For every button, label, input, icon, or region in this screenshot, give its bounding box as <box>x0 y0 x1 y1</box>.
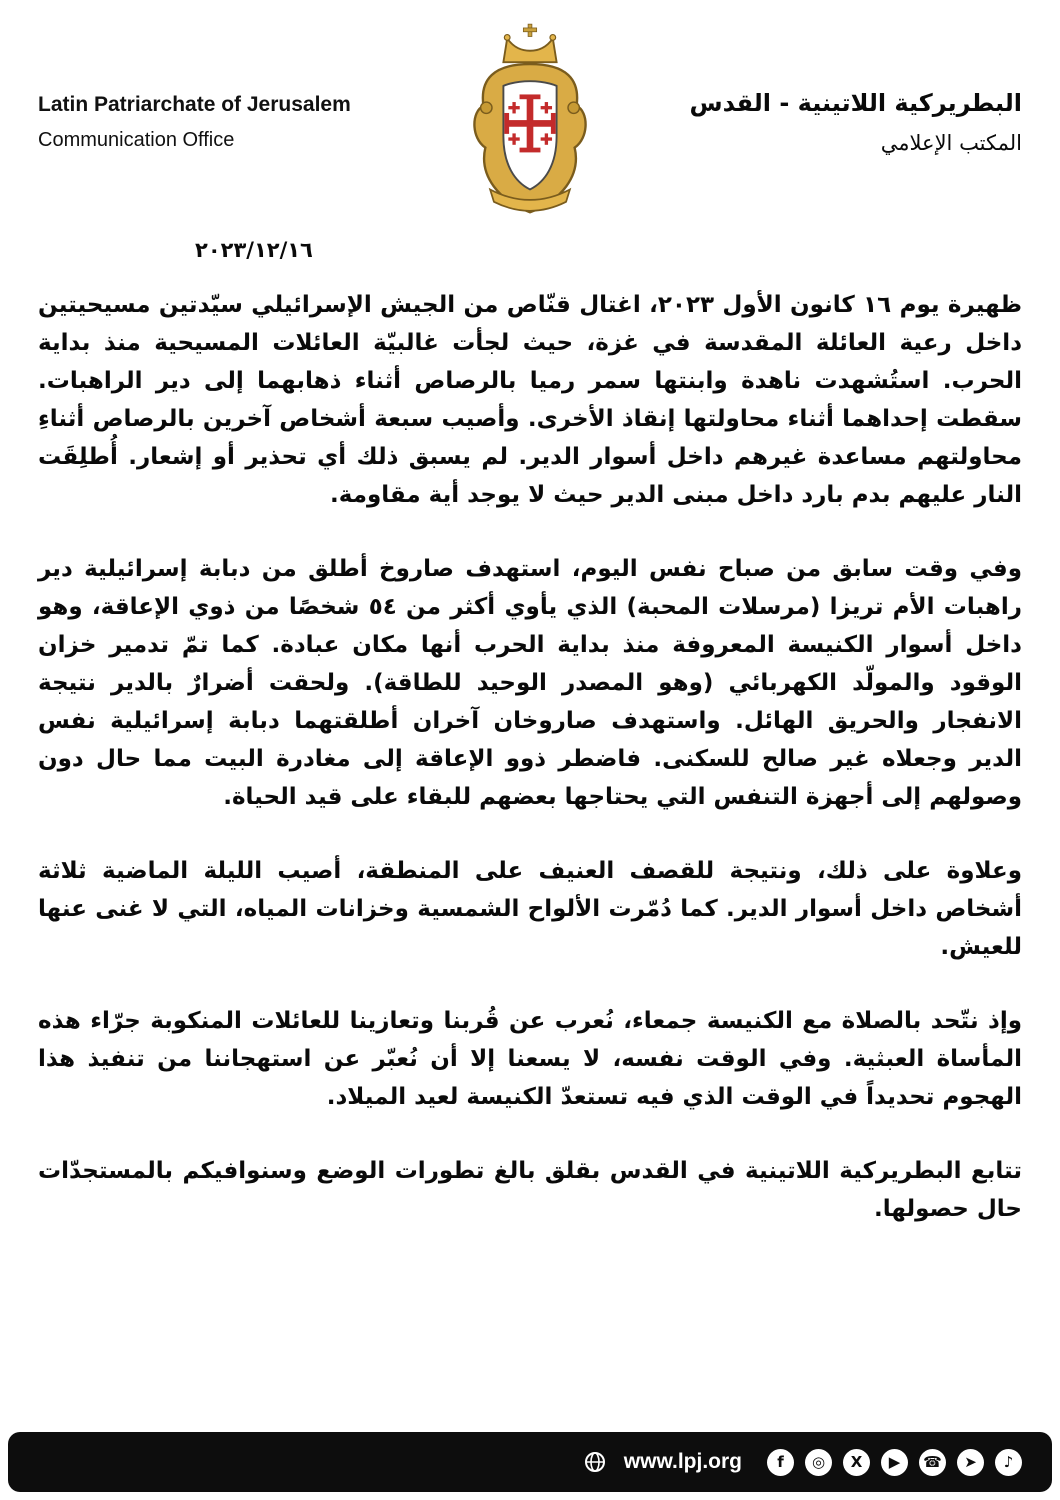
paragraph-2: وفي وقت سابق من صباح نفس اليوم، استهدف صاروخ أطلق من دبابة إسرائيلية دير راهبات الأم تريزا (مرسلات المحبة) الذي يأوي أكثر من ٥٤ شخصًا من ذوي الإعاقة، وهو داخل أسوار الكنيسة المعروفة منذ بداية الحرب أنها مكان عبادة. كما تمّ تدمير خزان الوقود والمولّد الكهربائي (وهو المصدر الوحيد للطاقة). ولحقت أضرارٌ بالدير نتيجة الانفجار والحريق الهائل. واستهدف صاروخان آخران أطلقتهما دبابة إسرائيلية نفس الدير وجعلاه غير صالح للسكنى. فاضطر ذوو الإعاقة إلى مغادرة البيت مما حال دون وصولهم إلى أجهزة التنفس التي يحتاجها بعضهم للبقاء على قيد الحياة. <box>38 556 1022 810</box>
document-date: ٢٠٢٣/١٢/١٦ <box>195 238 313 262</box>
office-name-arabic: المكتب الإعلامي <box>880 131 1022 155</box>
letterhead-arabic <box>620 89 1022 155</box>
tiktok-icon[interactable]: ♪ <box>995 1449 1022 1476</box>
office-name-english: Communication Office <box>38 128 235 151</box>
youtube-icon[interactable]: ▶ <box>881 1449 908 1476</box>
press-release-body <box>0 262 1060 1228</box>
patriarchate-crest-logo <box>440 22 620 222</box>
paragraph-3: وعلاوة على ذلك، ونتيجة للقصف العنيف على المنطقة، أصيب الليلة الماضية ثلاثة أشخاص داخل أسوار الدير. كما دُمّرت الألواح الشمسية وخزانات المياه، التي لا غنى عنها للعيش. <box>38 858 1022 960</box>
paragraph-5: تتابع البطريركية اللاتينية في القدس بقلق بالغ تطورات الوضع وسنوافيكم بالمستجدّات حال حصولها. <box>38 1158 1022 1222</box>
facebook-icon[interactable]: f <box>767 1449 794 1476</box>
crown-shape <box>503 38 556 62</box>
letterhead-english <box>38 93 440 152</box>
instagram-icon[interactable]: ◎ <box>805 1449 832 1476</box>
paragraph-4: وإذ نتّحد بالصلاة مع الكنيسة جمعاء، نُعرب عن قُربنا وتعازينا للعائلات المنكوبة جرّاء هذه المأساة العبثية. وفي الوقت نفسه، لا يسعنا إلا أن نُعبّر عن استهجاننا من تنفيذ هذا الهجوم تحديداً في الوقت الذي فيه تستعدّ الكنيسة لعيد الميلاد. <box>38 1008 1022 1110</box>
letterhead <box>0 0 1060 222</box>
footer-bar <box>8 1432 1052 1492</box>
whatsapp-icon[interactable]: ☎ <box>919 1449 946 1476</box>
globe-icon <box>583 1450 607 1474</box>
website-link[interactable]: www.lpj.org <box>623 1450 742 1473</box>
crest-icon <box>454 22 606 222</box>
org-name-arabic: البطريركية اللاتينية - القدس <box>689 89 1022 117</box>
paragraph-1: ظهيرة يوم ١٦ كانون الأول ٢٠٢٣، اغتال قنّاص من الجيش الإسرائيلي سيّدتين مسيحيتين داخل رعية العائلة المقدسة في غزة، حيث لجأت غالبيّة العائلات المسيحية منذ بداية الحرب. استُشهدت ناهدة وابنتها سمر رميا بالرصاص أثناء ذهابهما إلى دير الراهبات. سقطت إحداهما أثناء محاولتها إنقاذ الأخرى. وأصيب سبعة أشخاص آخرين بالرصاص أثناءِ محاولتهم مساعدة غيرهم داخل أسوار الدير. لم يسبق ذلك أي تحذير أو إشعار. أُطلِقَت النار عليهم بدم بارد داخل مبنى الدير حيث لا يوجد أية مقاومة. <box>38 292 1022 508</box>
org-name-english: Latin Patriarchate of Jerusalem <box>38 92 351 116</box>
x-icon[interactable]: X <box>843 1449 870 1476</box>
telegram-icon[interactable]: ➤ <box>957 1449 984 1476</box>
